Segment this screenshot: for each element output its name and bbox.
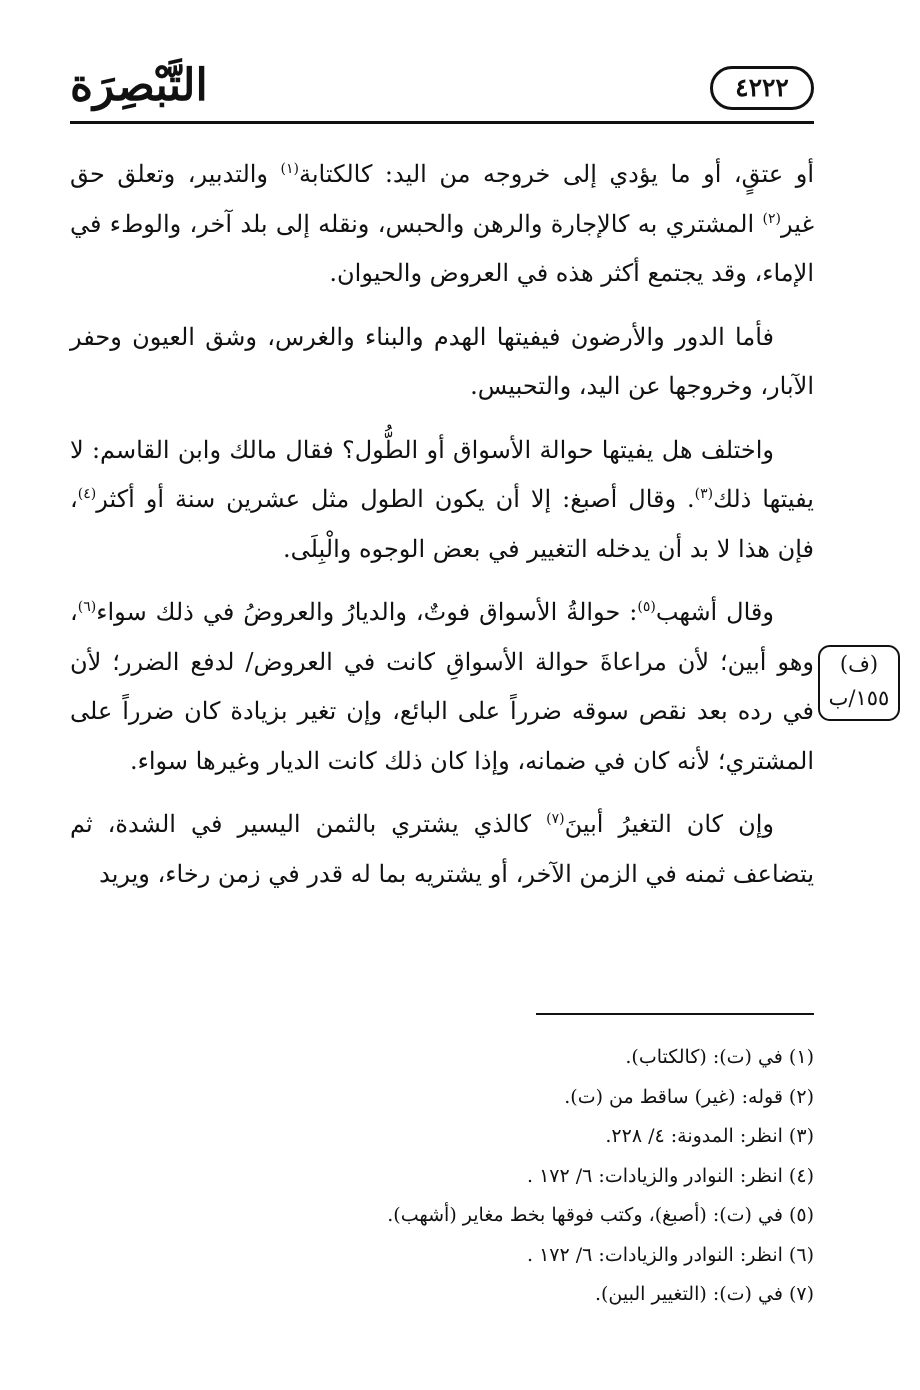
footnote-1: (١) في (ت): (كالكتاب). xyxy=(625,1046,814,1068)
footnote-ref-5: (٥) xyxy=(637,599,656,615)
text-run: ، وهو أبين؛ لأن مراعاةَ حوالة الأسواقِ كانت في العروض/ لدفع الضرر؛ لأن في رده بعد نقص سوقه ضرراً على البائع، وإن تغير بزيادة كان ضرراً على المشتري؛ لأنه كان في ضمانه، وإذا كان ذلك كانت الديار وغيرها سواء. xyxy=(70,598,815,775)
text-run: : حوالةُ الأسواق فوتٌ، والديارُ والعروضُ في ذلك سواء xyxy=(96,598,638,626)
paragraph-5 xyxy=(70,800,814,899)
footnote-6: (٦) انظر: النوادر والزيادات: ٦/ ١٧٢ . xyxy=(526,1243,814,1266)
page-header xyxy=(70,50,814,125)
page-number: ٤٢٢٢ xyxy=(710,66,814,110)
book-title: التَّبْصِرَة xyxy=(70,60,208,111)
footnote-separator xyxy=(536,1013,814,1015)
footnote-ref-1: (١) xyxy=(280,161,299,177)
footnote-ref-3: (٣) xyxy=(694,486,714,502)
text-run: وقال أشهب xyxy=(655,598,774,626)
paragraph-3 xyxy=(70,426,814,575)
text-run: . وقال أصبغ: إلا أن يكون الطول مثل عشرين سنة أو أكثر xyxy=(96,485,695,513)
footnote-ref-7: (٧) xyxy=(546,811,565,827)
footnote-2: (٢) قوله: (غير) ساقط من (ت). xyxy=(564,1085,814,1108)
footnotes xyxy=(70,1038,814,1315)
footnote-4: (٤) انظر: النوادر والزيادات: ٦/ ١٧٢ . xyxy=(526,1164,814,1187)
footnote-7: (٧) في (ت): (التغيير البين). xyxy=(594,1283,814,1305)
footnote-3: (٣) انظر: المدونة: ٤/ ٢٢٨. xyxy=(605,1125,814,1147)
footnote-ref-6: (٦) xyxy=(77,599,97,615)
footnote-5: (٥) في (ت): (أصبغ)، وكتب فوقها بخط مغاير (أشهب). xyxy=(387,1204,814,1226)
margin-note-line-2: ١٥٥/ب xyxy=(828,686,890,710)
margin-note-line-1: (ف) xyxy=(839,652,879,676)
footnote-ref-2: (٢) xyxy=(762,210,781,227)
footnote-ref-4: (٤) xyxy=(77,486,97,502)
text-run: المشتري به كالإجارة والرهن والحبس، ونقله إلى بلد آخر، والوطء في الإماء، وقد يجتمع أكثر هذه في العروض والحيوان. xyxy=(70,209,814,287)
text-run: واختلف هل يفيتها حوالة الأسواق أو الطُّول؟ فقال مالك وابن القاسم: لا يفيتها ذلك xyxy=(70,435,814,513)
paragraph-2 xyxy=(70,313,814,412)
main-text xyxy=(70,150,814,913)
text-run: ، فإن هذا لا بد أن يدخله التغيير في بعض الوجوه والْبِلَى. xyxy=(70,485,814,563)
text-run: والتدبير، وتعلق حق غير xyxy=(70,160,814,238)
text-run: أو عتقٍ، أو ما يؤدي إلى خروجه من اليد: كالكتابة xyxy=(299,160,814,188)
header-rule xyxy=(70,121,814,124)
text-run: كالذي يشتري بالثمن اليسير في الشدة، ثم يتضاعف ثمنه في الزمن الآخر، أو يشتريه بما له قدر في زمن رخاء، ويريد xyxy=(70,810,814,888)
text-run: فأما الدور والأرضون فيفيتها الهدم والبناء والغرس، وشق العيون وحفر الآبار، وخروجها عن اليد، والتحبيس. xyxy=(70,322,814,400)
text-run: وإن كان التغيرُ أبينَ xyxy=(564,810,774,838)
paragraph-1 xyxy=(70,150,814,299)
manuscript-folio-note xyxy=(818,645,900,721)
paragraph-4 xyxy=(70,588,814,786)
